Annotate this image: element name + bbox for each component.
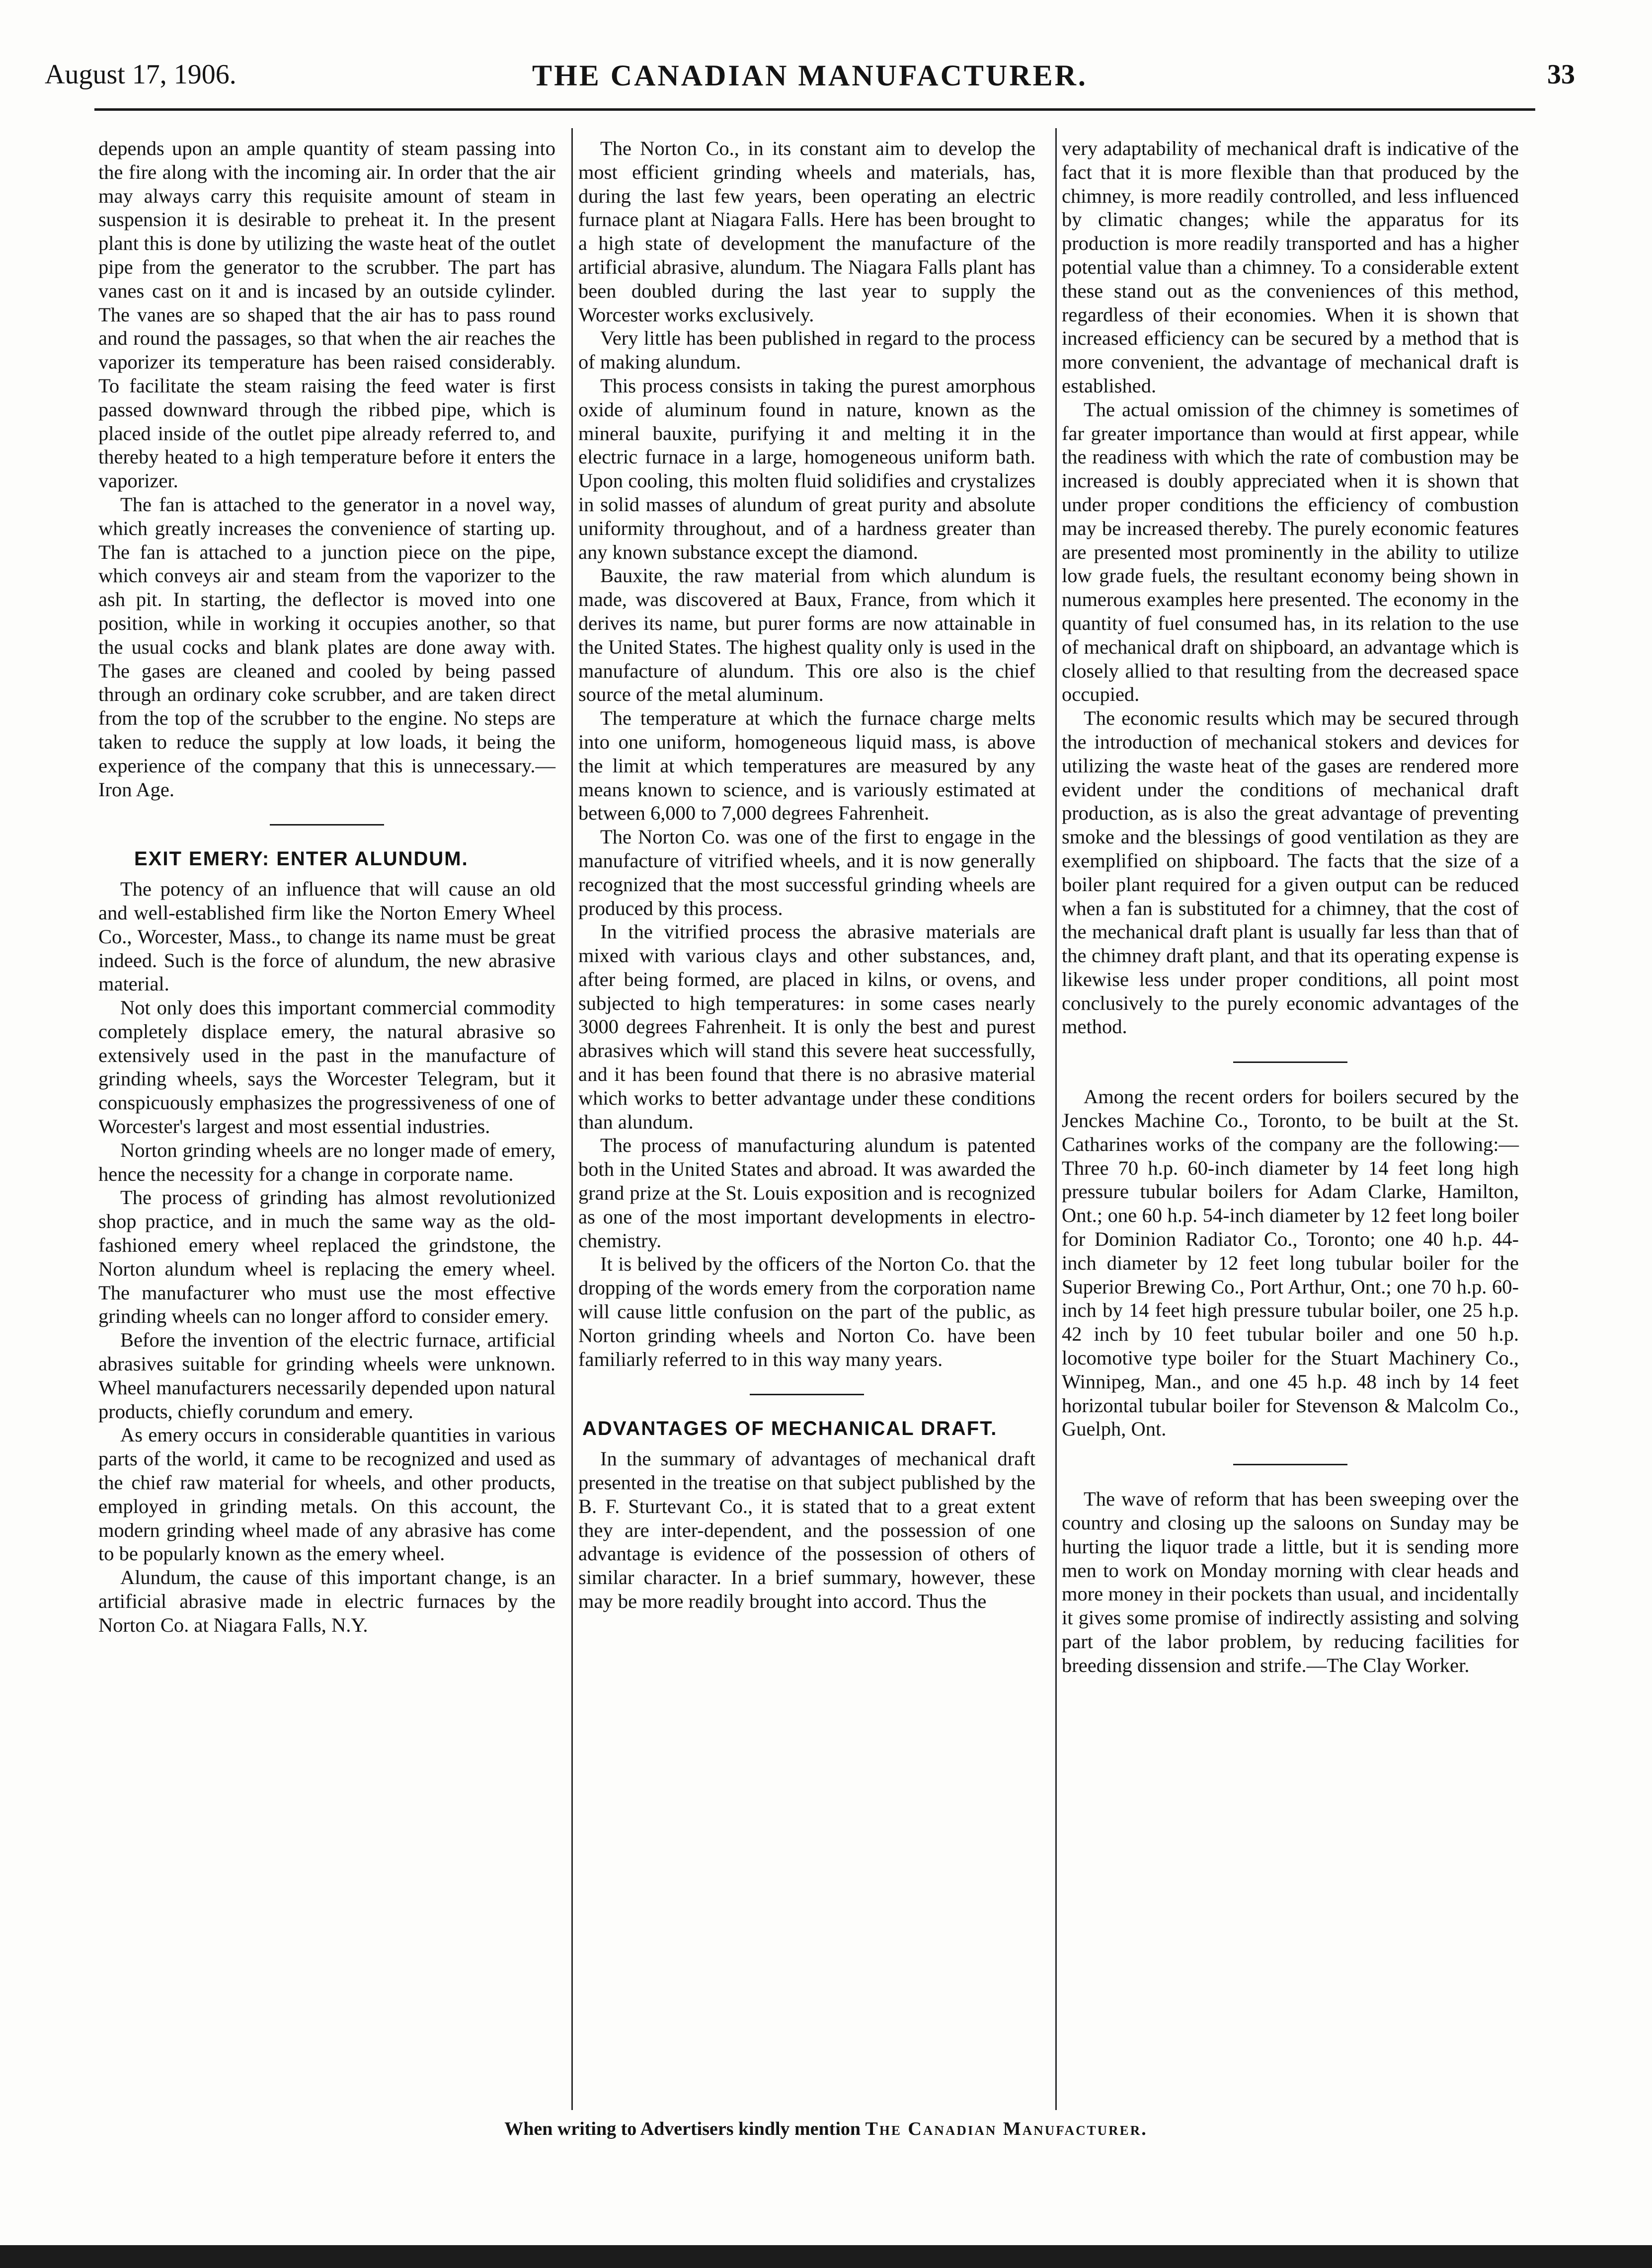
paragraph: Not only does this important commercial commodity completely displace emery, the natural abrasive so extensively used in the past in the manufacture of grinding wheels, says the Worcester Telegram, but it conspicuously emphasizes the progressiveness of one of Worcester's largest and most essential industries. xyxy=(98,996,555,1138)
paragraph: The fan is attached to the generator in a novel way, which greatly increases the convenience of starting up. The fan is attached to a junction piece on the pipe, which conveys air and steam from the vaporizer to the ash pit. In starting, the deflector is moved into one position, while in working it occupies another, so that the usual cocks and blank plates are done away with. The gases are cleaned and cooled by being passed through an ordinary coke scrubber, and are taken direct from the top of the scrubber to the engine. No steps are taken to reduce the supply at low loads, it being the experience of the company that this is unnecessary.—Iron Age. xyxy=(98,493,555,801)
article-heading: EXIT EMERY: ENTER ALUNDUM. xyxy=(134,848,469,870)
paragraph: The process of grinding has almost revolutionized shop practice, and in much the same way as the old-fashioned emery wheel replaced the grindstone, the Norton alundum wheel is replacing the emery wheel. The manufacturer who must use the most effective grinding wheels can no longer afford to consider emery. xyxy=(98,1186,555,1328)
section-divider xyxy=(1233,1061,1347,1063)
paragraph: The economic results which may be secured through the introduction of mechanical stokers and devices for utilizing the waste heat of the gases are rendered more evident under the conditions of mechanical draft production, as is also the great advantage of preventing smoke and the blessings of good ventilation as they are exemplified on shipboard. The facts that the size of a boiler plant required for a given output can be reduced when a fan is substituted for a chimney, that the cost of the mechanical draft plant is usually far less than that of the chimney draft plant, and that its operating expense is likewise less under proper conditions, all point most conclusively to the purely economic advantages of the method. xyxy=(1062,707,1519,1038)
running-head xyxy=(45,59,1575,103)
paragraph: It is belived by the officers of the Norton Co. that the dropping of the words emery from the corporation name will cause little confusion on the part of the public, as Norton grinding wheels and Norton Co. have been familiarly referred to in this way many years. xyxy=(578,1253,1035,1370)
paragraph: This process consists in taking the purest amorphous oxide of aluminum found in nature, known as the mineral bauxite, purifying it and melting it in the electric furnace in a large, homogeneous uniform bath. Upon cooling, this molten fluid solidifies and crystalizes in solid masses of alundum of great purity and absolute uniformity throughout, and of a hardness greater than any known substance except the diamond. xyxy=(578,374,1035,563)
paragraph: Before the invention of the electric furnace, artificial abrasives suitable for grinding wheels were unknown. Wheel manufacturers necessarily depended upon natural products, chiefly corundum and emery. xyxy=(98,1329,555,1423)
column-3 xyxy=(1062,137,1519,1677)
paragraph: The Norton Co. was one of the first to engage in the manufacture of vitrified wheels, and it is now generally recognized that the most successful grinding wheels are produced by this process. xyxy=(578,826,1035,919)
column-2 xyxy=(578,137,1035,1613)
paragraph: The process of manufacturing alundum is patented both in the United States and abroad. It was awarded the grand prize at the St. Louis exposition and is recognized as one of the most important developments in electro-chemistry. xyxy=(578,1134,1035,1252)
paragraph: Very little has been published in regard to the process of making alundum. xyxy=(578,327,1035,374)
publication-title: THE CANADIAN MANUFACTURER. xyxy=(532,59,1088,92)
paragraph: very adaptability of mechanical draft is indicative of the fact that it is more flexible than that produced by the chimney, is more readily controlled, and less influenced by climatic changes; while the apparatus for its production is more readily transported and has a higher potential value than a chimney. To a considerable extent these stand out as the conveniences of this method, regardless of their economies. When it is shown that increased efficiency can be secured by a method that is more convenient, the advantage of mechanical draft is established. xyxy=(1062,137,1519,397)
page-number: 33 xyxy=(1547,59,1575,90)
footer-publication: The Canadian Manufacturer. xyxy=(865,2118,1148,2139)
paragraph: The temperature at which the furnace charge melts into one uniform, homogeneous liquid mass, is above the limit at which temperatures are measured by any means known to science, and is variously estimated at between 6,000 to 7,000 degrees Fahrenheit. xyxy=(578,707,1035,825)
footer-notice xyxy=(0,2118,1652,2140)
paragraph: In the vitrified process the abrasive materials are mixed with various clays and other substances, and, after being formed, are placed in kilns, or ovens, and subjected to high temperatures: in some cases nearly 3000 degrees Fahrenheit. It is only the best and purest abrasives which will stand this severe heat successfully, and it has been found that there is no abrasive material which works to better advantage under these conditions than alundum. xyxy=(578,920,1035,1133)
paragraph: In the summary of advantages of mechanical draft presented in the treatise on that subject published by the B. F. Sturtevant Co., it is stated that to a great extent they are inter-dependent, and the possession of one advantage is evidence of the possession of others of similar character. In a brief summary, however, these may be more readily brought into accord. Thus the xyxy=(578,1447,1035,1613)
footer-text: When writing to Advertisers kindly mention xyxy=(504,2118,861,2139)
paragraph: The actual omission of the chimney is sometimes of far greater importance than would at first appear, while the readiness with which the rate of combustion may be increased is doubly appreciated when it is shown that under proper conditions the efficiency of combustion may be increased thereby. The purely economic features are presented most prominently in the ability to utilize low grade fuels, the resultant economy being shown in numerous examples here presented. The economy in the quantity of fuel consumed has, in its relation to the use of mechanical draft on shipboard, an advantage which is closely allied to that resulting from the decreased space occupied. xyxy=(1062,398,1519,706)
paragraph: Bauxite, the raw material from which alundum is made, was discovered at Baux, France, from which it derives its name, but purer forms are now attainable in the United States. The highest quality only is used in the manufacture of alundum. This ore also is the chief source of the metal aluminum. xyxy=(578,564,1035,706)
news-item: The wave of reform that has been sweeping over the country and closing up the saloons on Sunday may be hurting the liquor trade a little, but it is sending more men to work on Monday morning with clear heads and more money in their pockets than usual, and incidentally it gives some promise of indirectly assisting and solving part of the labor problem, by reducing facilities for breeding dissension and strife.—The Clay Worker. xyxy=(1062,1488,1519,1676)
section-divider xyxy=(270,824,384,826)
column-rule xyxy=(571,128,573,2110)
column-1 xyxy=(98,137,555,1637)
column-rule xyxy=(1055,128,1057,2110)
news-item: Among the recent orders for boilers secured by the Jenckes Machine Co., Toronto, to be built at the St. Catharines works of the company are the following:—Three 70 h.p. 60-inch diameter by 14 feet long high pressure tubular boilers for Adam Clarke, Hamilton, Ont.; one 60 h.p. 54-inch diameter by 12 feet long boiler for Dominion Radiator Co., Toronto; one 40 h.p. 44-inch diameter by 12 feet long tubular boiler for the Superior Brewing Co., Port Arthur, Ont.; one 70 h.p. 60-inch by 14 feet high pressure tubular boiler, one 25 h.p. 42 inch by 10 feet tubular boiler and one 50 h.p. locomotive type boiler for the Stuart Machinery Co., Winnipeg, Man., and one 45 h.p. 48 inch by 14 feet horizontal tubular boiler for Stevenson & Malcolm Co., Guelph, Ont. xyxy=(1062,1085,1519,1440)
section-divider xyxy=(750,1394,864,1395)
issue-date: August 17, 1906. xyxy=(45,59,236,90)
page-edge xyxy=(0,2245,1652,2268)
paragraph: Norton grinding wheels are no longer made of emery, hence the necessity for a change in corporate name. xyxy=(98,1138,555,1185)
paragraph: Alundum, the cause of this important change, is an artificial abrasive made in electric furnaces by the Norton Co. at Niagara Falls, N.Y. xyxy=(98,1566,555,1636)
article-heading: ADVANTAGES OF MECHANICAL DRAFT. xyxy=(582,1418,998,1440)
section-divider xyxy=(1233,1464,1347,1465)
paragraph: As emery occurs in considerable quantities in various parts of the world, it came to be recognized and used as the chief raw material for wheels, and other products, employed in grinding metals. On this account, the modern grinding wheel made of any abrasive has come to be popularly known as the emery wheel. xyxy=(98,1424,555,1565)
header-rule xyxy=(94,108,1535,111)
paragraph: The potency of an influence that will cause an old and well-established firm like the Norton Emery Wheel Co., Worcester, Mass., to change its name must be great indeed. Such is the force of alundum, the new abrasive material. xyxy=(98,878,555,995)
paragraph: depends upon an ample quantity of steam passing into the fire along with the incoming air. In order that the air may always carry this requisite amount of steam in suspension it is desirable to preheat it. In the present plant this is done by utilizing the waste heat of the outlet pipe from the generator to the scrubber. The part has vanes cast on it and is incased by an outside cylinder. The vanes are so shaped that the air has to pass round and round the passages, so that when the air reaches the vaporizer its temperature has been raised considerably. To facilitate the steam raising the feed water is first passed downward through the ribbed pipe, which is placed inside of the outlet pipe already referred to, and thereby heated to a high temperature before it enters the vaporizer. xyxy=(98,137,555,492)
paragraph: The Norton Co., in its constant aim to develop the most efficient grinding wheels and materials, has, during the last few years, been operating an electric furnace plant at Niagara Falls. Here has been brought to a high state of development the manufacture of the artificial abrasive, alundum. The Niagara Falls plant has been doubled during the last year to supply the Worcester works exclusively. xyxy=(578,137,1035,326)
